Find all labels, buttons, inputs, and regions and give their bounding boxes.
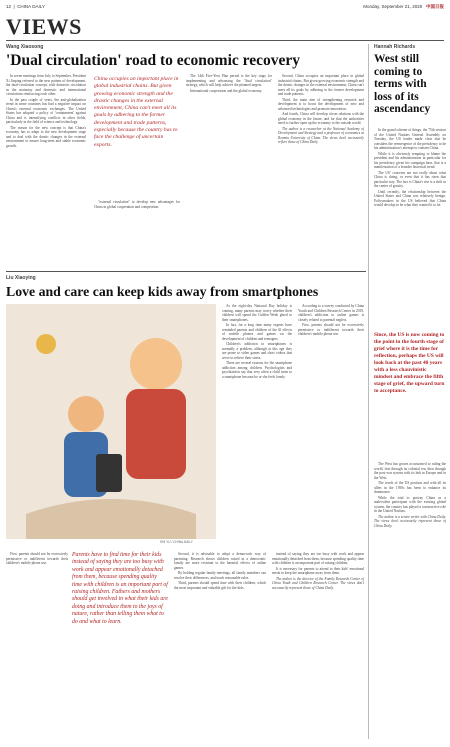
section-title: VIEWS <box>6 14 82 39</box>
article1-pullquote: China occupies an important place in global industrial chains. But given growing economic strength and the drastic changes in the external environment, China can't meet all its goals by adhering to the former development and trade patterns, especially because the country has to face the challenge of uncertain exports. <box>94 76 179 148</box>
illustration-image <box>6 304 216 539</box>
issue-date: Monday, September 21, 2020 <box>363 4 423 9</box>
article1-para: Third, the main aim of strengthening research and development is to boost the development of new and advanced technologies and promote innovation. <box>278 97 364 111</box>
article-rule <box>6 271 366 272</box>
article3-para: While it is obviously tempting to blame the president and his administration in particular for his presidency given his campaign base, that is a manifestation of a broader historical trend. <box>374 151 446 169</box>
article3-byline: Hannah Richards <box>374 44 416 50</box>
paper-name: CHINA DAILY <box>17 4 45 9</box>
article3-col-upper <box>374 128 446 328</box>
article1-col3 <box>186 74 272 269</box>
article2-author-note: The author is the director of the Family Research Center of China Youth and Children Research Center. The views don't necessarily represent those of China Daily. <box>272 576 364 590</box>
article3-col-lower <box>374 462 446 740</box>
article1-byline: Wang Xiaosong <box>6 44 44 50</box>
masthead-left: 12 | CHINA DAILY <box>6 4 45 9</box>
column-divider <box>368 44 369 739</box>
page-number: 12 <box>6 4 12 9</box>
article2-para: Second, it is advisable to adopt a democratic way of parenting. Research shows children raised in a democratic family are more resistant to the harmful effects of online games. <box>174 552 266 570</box>
section-rule <box>6 40 444 41</box>
article2-col-upper2 <box>298 304 364 544</box>
illustration-caption: SHI YU / CHINA DAILY <box>160 540 193 544</box>
article3-para: Until recently, the relationship between the United States and China was relatively benign. Policymakers in the US believed that China would develop to be what they wanted it to be. <box>374 189 446 207</box>
article3-author-note: The author is a senior writer with China Daily. The views don't necessarily represent those of China Daily. <box>374 514 446 528</box>
masthead <box>6 4 444 13</box>
article3-pullquote: Since, the US is now coming to the point in the fourth stage of grief where it is the time for reflection, perhaps the US will look back at the past 40 years with a less chauvinistic mindset and embrace the fifth stage of grief, the upward turn to acceptance. <box>374 332 445 394</box>
article1-para: The 14th Five-Year Plan period is the key stage for implementing and advancing the "dual circulation" strategy, which will help achieve the planned targets. <box>186 74 272 87</box>
article2-col1 <box>6 552 68 740</box>
article2-col-upper <box>222 304 292 544</box>
article1-para: The reason for the new concept is that China's economy has to adapt to the new development stage and to deal with the drastic changes in the external environment to ensure long-term and stable economic growth. <box>6 125 86 148</box>
article2-para: As the eight-day National Day holiday is coming, many parents may worry whether their children will spend the Golden Week glued to their smartphones. <box>222 304 292 322</box>
masthead-right <box>363 4 444 13</box>
article2-para: In fact, for a long time many experts have reminded parents and children of the ill effects of mobile phones and games on the development of children and teenagers. <box>222 323 292 341</box>
article1-author-note: The author is a researcher at the National Academy of Development and Strategy and a professor of economics at Renmin University of China. The views don't necessarily reflect those of China Daily. <box>278 126 364 144</box>
article2-para: It is necessary for parents to attend to their kids' emotional needs to keep the smartphone away from them. <box>272 566 364 575</box>
article3-headline: West still coming to terms with loss of its ascendancy <box>374 53 431 115</box>
article1-para: And fourth, China will develop closer relations with the global economy in the future, and for that the authorities need to further open up the economy to the outside world. <box>278 112 364 125</box>
article3-para: The US' concerns are not really about what China is doing, or even that it has risen that particular way. The fact is China's rise is a shift in the center of gravity. <box>374 170 446 188</box>
article1-headline: 'Dual circulation' road to economic recovery <box>6 52 301 69</box>
article1-para: In the past couple of years, the anti-globalization trend in some countries has had a negative impact on China's external economic exchanges. The United States has adopted a policy of 'containment' against China and is intensifying conflicts in other fields, particularly in the field of science and technology. <box>6 97 86 124</box>
article2-para: Third, parents should spend time with their children, which the most important and valuable gift for the kids. <box>174 581 266 590</box>
article2-para: First, parents should not be excessively permissive or indifferent towards their children's mobile phone use. <box>298 323 364 336</box>
article2-headline: Love and care can keep kids away from smartphones <box>6 284 319 299</box>
article2-para: There are several reasons for the smartphone addiction among children. Psychologists and psychiatrists say that very often a child turns to a smartphone because he or she feels lonely. <box>222 361 292 379</box>
article1-para: Second, China occupies an important place in global industrial chains. But given growing economic strength and the drastic changes in the external environment, China can't meet all its goals by adhering to the former development and trade patterns. <box>278 74 364 96</box>
article2-para: Children's addiction to smartphones is normally a problem, although at this age they are prone to video games and short videos that serve to relieve their stress. <box>222 342 292 360</box>
article1-col2b <box>94 200 180 270</box>
article2-col4 <box>272 552 364 740</box>
article2-illustration <box>6 304 216 539</box>
article2-byline: Liu Xiaoying <box>6 275 36 281</box>
article1-para: "external circulation" to develop new advantages for China in global cooperation and competition. <box>94 200 180 209</box>
article2-para: First, parents should not be excessively permissive or indifferent towards their children's mobile phone use. <box>6 552 68 565</box>
article2-para: instead of saying they are too busy with work and appear emotionally detached from them, because spending quality time with children is an important part of raising children. <box>272 552 364 565</box>
article2-para: By holding regular family meetings, all family members can resolve their differences, and teach reasonable rules. <box>174 571 266 580</box>
article1-para: International cooperation and the global economy. <box>190 88 263 93</box>
article1-col4 <box>278 74 364 269</box>
article1-para: In seven meetings from July to September, President Xi Jinping referred to the new pattern of development, the dual-circulation concept, with domestic circulation as the mainstay and domestic and international circulations reinforcing each other. <box>6 74 86 96</box>
article1-col1 <box>6 74 86 269</box>
article3-para: While the trial to portray China as a malevolent participant with the existing global system, the country has played a constructive role in the United Nations. <box>374 495 446 513</box>
article2-para: According to a survey conducted by China Youth and Children Research Center in 2019, children's addiction to online games is closely related to parental neglect. <box>298 304 364 322</box>
paper-logo: 中国日报 <box>426 4 444 9</box>
article3-para: The West has grown accustomed to ruling the world, first through its colonial era, then through the post-war system with its hub in Europe and in the West. <box>374 462 446 480</box>
article3-para: The worth of the US position and with all its allies in the 1950s has been to enhance its dominance. <box>374 481 446 494</box>
article2-pullquote: Parents have to find time for their kids instead of saying they are too busy with work and appear emotionally detached from them, because spending quality time with children is an important part of raising children. Fathers and mothers should get involved in what their kids are doing and introduce them to the joys of nature, rather than telling them what to do and what to learn. <box>72 552 168 625</box>
article3-para: In the grand scheme of things, the 75th session of the United Nations General Assembly on Tuesday, the US leader made clear that he considers the reemergence of the presidency to be his administration's attempt to contain China. <box>374 128 446 150</box>
article2-col3 <box>174 552 266 740</box>
